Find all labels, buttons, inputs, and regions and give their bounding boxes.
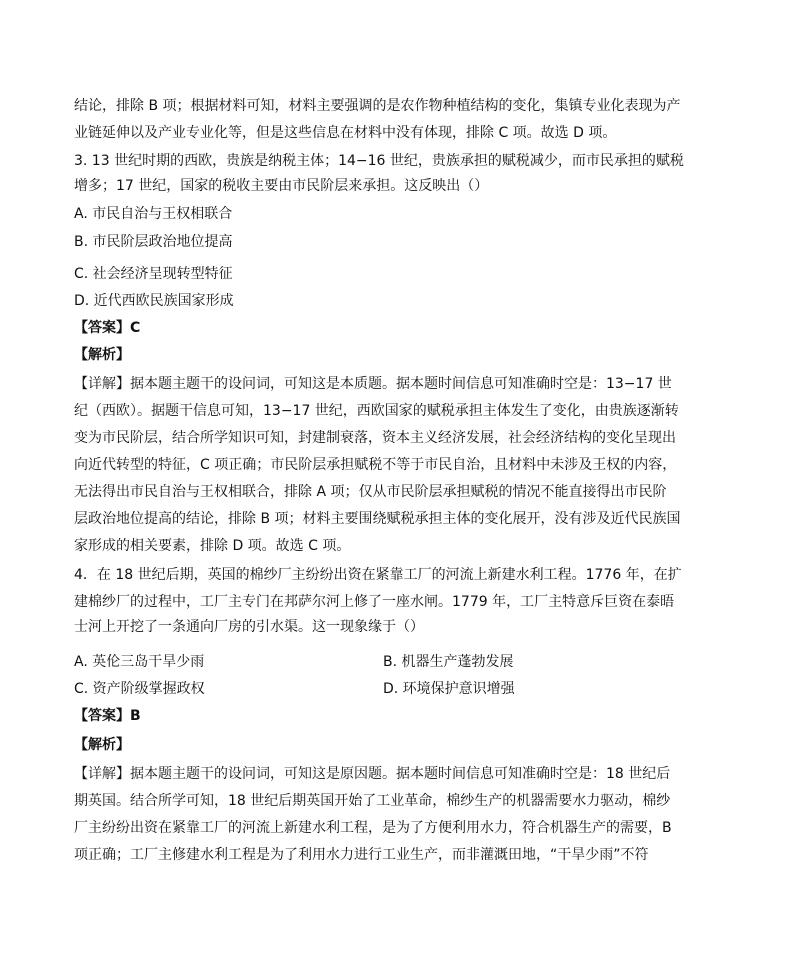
option-d: D. 环境保护意识增强	[383, 681, 515, 697]
explanation-line: 纪（西欧）。据题干信息可知，13−17 世纪，西欧国家的赋税承担主体发生了变化，由贵族逐渐转	[74, 403, 679, 419]
text-line: 业链延伸以及产业专业化等，但是这些信息在材料中没有体现，排除 C 项。故选 D 项。	[74, 125, 617, 141]
explanation-line: 项正确；工厂主修建水利工程是为了利用水力进行工业生产，而非灌溉田地，“干旱少雨”不符	[74, 847, 649, 863]
explanation-line: 家形成的相关要素，排除 D 项。故选 C 项。	[74, 538, 351, 554]
option-d: D. 近代西欧民族国家形成	[74, 293, 234, 309]
question-4-stem: 士河上开挖了一条通向厂房的引水渠。这一现象缘于（）	[74, 619, 424, 635]
question-4-stem: 4．在 18 世纪后期，英国的棉纱厂主纷纷出资在紧靠工厂的河流上新建水利工程。1776 年，在扩	[74, 567, 682, 583]
option-a: A. 英伦三岛干旱少雨	[74, 654, 205, 670]
answer-label: 【答案】C	[74, 320, 141, 336]
analysis-label: 【解析】	[74, 737, 130, 753]
explanation-line: 期英国。结合所学可知，18 世纪后期英国开始了工业革命，棉纱生产的机器需要水力驱动，棉纱	[74, 793, 671, 809]
explanation-line: 【详解】据本题主题干的设问词，可知这是原因题。据本题时间信息可知准确时空是：18 世纪后	[74, 766, 671, 782]
option-a: A. 市民自治与王权相联合	[74, 206, 233, 222]
option-b: B. 市民阶层政治地位提高	[74, 234, 233, 250]
question-4-stem: 建棉纱厂的过程中，工厂主专门在邦萨尔河上修了一座水闸。1779 年，工厂主特意斥巨资在泰晤	[74, 594, 675, 610]
explanation-line: 变为市民阶层，结合所学知识可知，封建制衰落，资本主义经济发展，社会经济结构的变化呈现出	[74, 430, 676, 446]
explanation-line: 向近代转型的特征，C 项正确；市民阶层承担赋税不等于市民自治，且材料中未涉及王权的内容，	[74, 457, 677, 473]
answer-label: 【答案】B	[74, 708, 141, 724]
explanation-line: 【详解】据本题主题干的设问词，可知这是本质题。据本题时间信息可知准确时空是：13−17 世	[74, 376, 672, 392]
analysis-label: 【解析】	[74, 347, 130, 363]
option-c: C. 资产阶级掌握政权	[74, 681, 205, 697]
explanation-line: 无法得出市民自治与王权相联合，排除 A 项；仅从市民阶层承担赋税的情况不能直接得出市民阶	[74, 484, 667, 500]
option-b: B. 机器生产蓬勃发展	[383, 654, 514, 670]
text-line: 结论，排除 B 项；根据材料可知，材料主要强调的是农作物种植结构的变化，集镇专业化表现为产	[74, 98, 681, 114]
question-3-stem: 3. 13 世纪时期的西欧，贵族是纳税主体；14−16 世纪，贵族承担的赋税减少，而市民承担的赋税	[74, 153, 684, 169]
question-3-stem: 增多；17 世纪，国家的税收主要由市民阶层来承担。这反映出（）	[74, 178, 489, 194]
explanation-line: 层政治地位提高的结论，排除 B 项；材料主要围绕赋税承担主体的变化展开，没有涉及近代民族国	[74, 511, 681, 527]
option-c: C. 社会经济呈现转型特征	[74, 266, 233, 282]
explanation-line: 厂主纷纷出资在紧靠工厂的河流上新建水利工程，是为了方便利用水力，符合机器生产的需要，B	[74, 820, 672, 836]
